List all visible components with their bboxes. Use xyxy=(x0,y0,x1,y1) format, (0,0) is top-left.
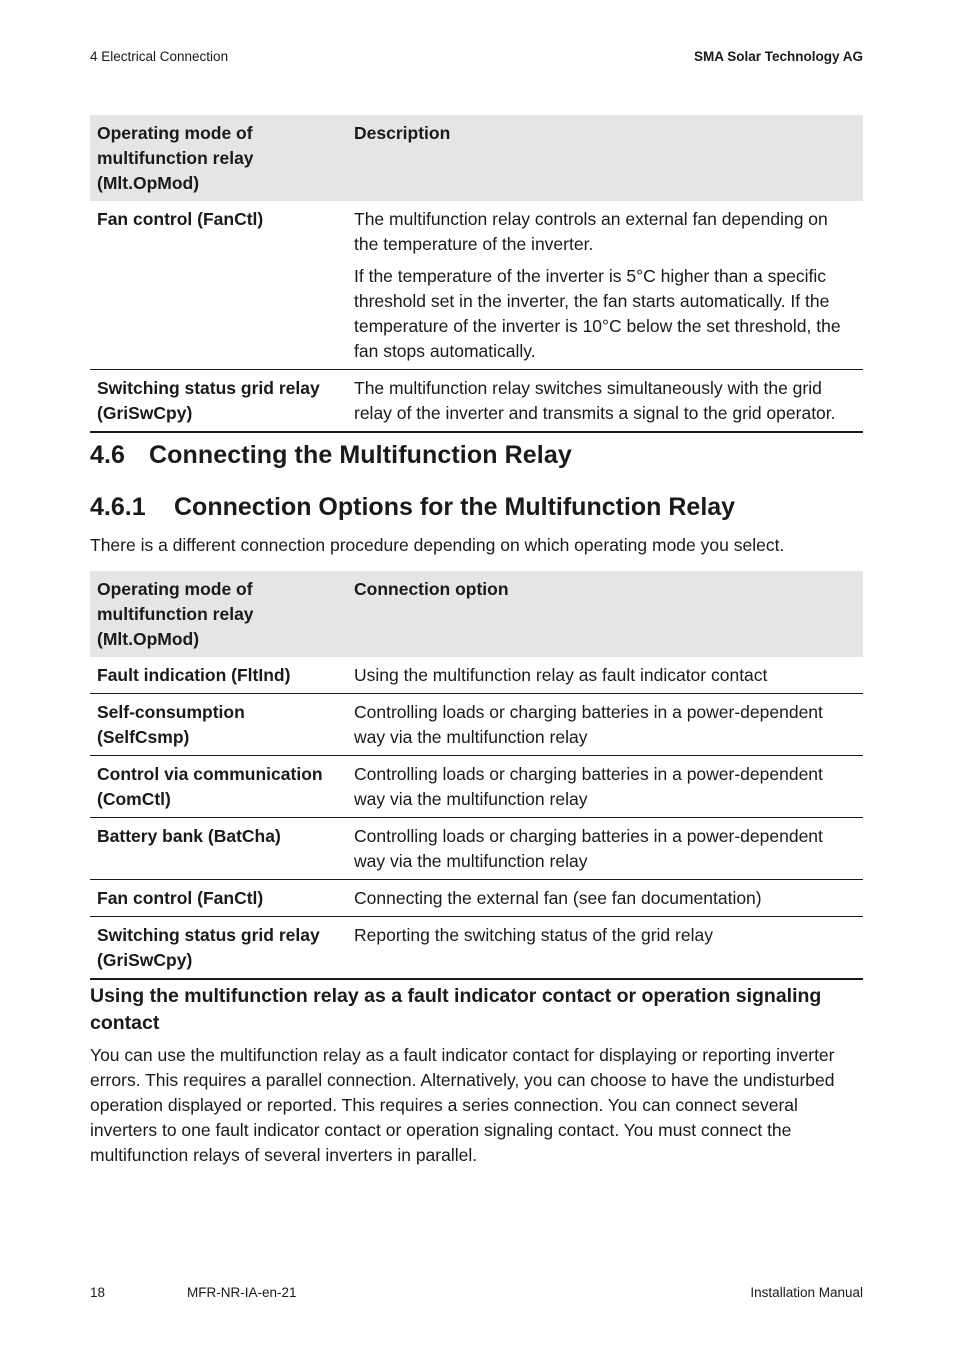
row-mode: Battery bank (BatCha) xyxy=(90,818,347,880)
subsection-number: 4.6.1 xyxy=(90,493,146,521)
row-option: Using the multifunction relay as fault indicator contact xyxy=(347,657,863,694)
row-mode: Fan control (FanCtl) xyxy=(90,201,347,370)
fault-section-body: You can use the multifunction relay as a fault indicator contact for displaying or reporting inverter errors. This requires a parallel connection. Alternatively, you can choose to have the undisturbed operation displayed or reported. This requires a series connection. You can connect several inverters to one fault indicator contact or operation signaling contact. You must connect the multifunction relays of several inverters in parallel. xyxy=(90,1045,835,1165)
page-number: 18 xyxy=(90,1285,106,1300)
section-title: Connecting the Multifunction Relay xyxy=(149,441,572,469)
col-header-mode: Operating mode of multifunction relay (Mlt.OpMod) xyxy=(90,571,347,657)
row-option: Controlling loads or charging batteries in a power-dependent way via the multifunction relay xyxy=(347,818,863,880)
row-mode: Self-consumption (SelfCsmp) xyxy=(90,694,347,756)
subsection-title: Connection Options for the Multifunction Relay xyxy=(174,493,736,521)
document-type: Installation Manual xyxy=(750,1285,863,1300)
row-mode: Fan control (FanCtl) xyxy=(90,880,347,917)
table-row xyxy=(90,694,863,756)
subsection-heading xyxy=(90,493,735,522)
header-chapter: 4 Electrical Connection xyxy=(90,49,229,64)
mode-description-table xyxy=(90,115,863,433)
row-mode: Fault indication (FltInd) xyxy=(90,657,347,694)
section-heading xyxy=(90,441,572,470)
table-row xyxy=(90,657,863,694)
row-option: Reporting the switching status of the grid relay xyxy=(347,917,863,980)
col-header-mode: Operating mode of multifunction relay (Mlt.OpMod) xyxy=(90,115,347,201)
col-header-description: Description xyxy=(347,115,863,201)
table-row xyxy=(90,917,863,980)
description-paragraph: If the temperature of the inverter is 5°C higher than a specific threshold set in the inverter, the fan starts automatically. If the temperature of the inverter is 10°C below the set threshold, the fan stops automatically. xyxy=(354,266,841,361)
row-option: Controlling loads or charging batteries in a power-dependent way via the multifunction relay xyxy=(347,756,863,818)
table-row xyxy=(90,818,863,880)
table-row xyxy=(90,756,863,818)
row-mode: Switching status grid relay (GriSwCpy) xyxy=(90,917,347,980)
row-mode: Switching status grid relay (GriSwCpy) xyxy=(90,370,347,433)
header-company: SMA Solar Technology AG xyxy=(693,49,863,64)
table-row xyxy=(90,370,863,433)
description-paragraph: The multifunction relay controls an external fan depending on the temperature of the inverter. xyxy=(354,209,828,254)
row-option: Controlling loads or charging batteries in a power-dependent way via the multifunction relay xyxy=(347,694,863,756)
table-row xyxy=(90,880,863,917)
row-description xyxy=(347,201,863,370)
connection-options-table xyxy=(90,571,863,980)
document-id: MFR-NR-IA-en-21 xyxy=(187,1285,297,1300)
col-header-connection-option: Connection option xyxy=(347,571,863,657)
fault-section-heading: Using the multifunction relay as a fault indicator contact or operation signaling contact xyxy=(90,985,822,1034)
section-number: 4.6 xyxy=(90,441,126,469)
subsection-intro: There is a different connection procedure depending on which operating mode you select. xyxy=(90,535,785,555)
row-option: Connecting the external fan (see fan documentation) xyxy=(347,880,863,917)
row-mode: Control via communication (ComCtl) xyxy=(90,756,347,818)
table-row xyxy=(90,201,863,370)
table-header-row xyxy=(90,571,863,657)
table-header-row xyxy=(90,115,863,201)
row-description: The multifunction relay switches simultaneously with the grid relay of the inverter and transmits a signal to the grid operator. xyxy=(347,370,863,433)
